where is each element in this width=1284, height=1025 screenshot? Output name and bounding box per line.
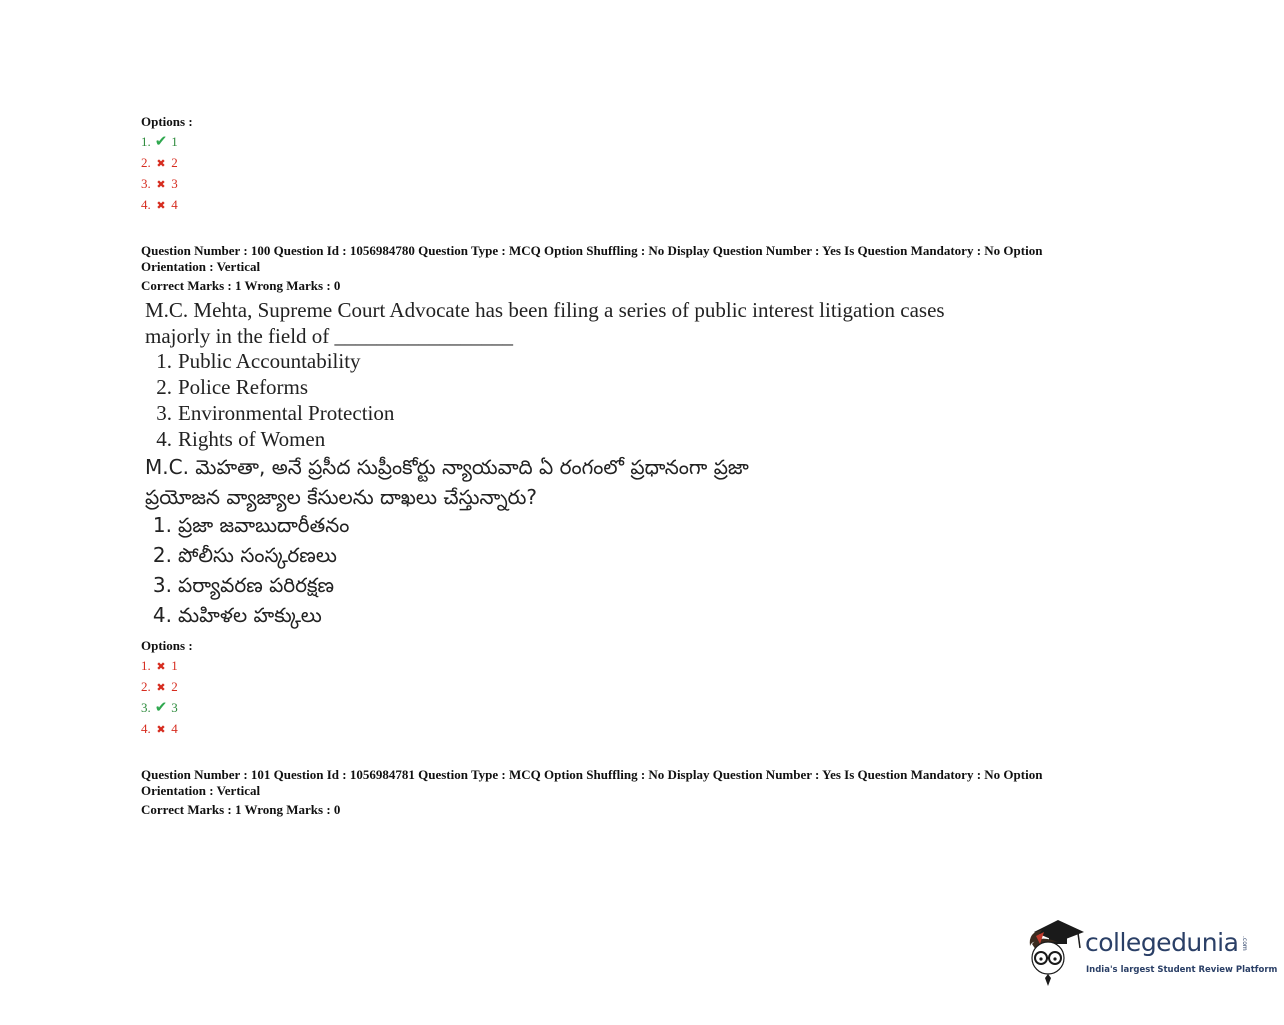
q100-telugu-line1: M.C. మెహతా, అనే ప్రసీద సుప్రీంకోర్టు న్యాయవాది ఏ రంగంలో ప్రధానంగా ప్రజా	[145, 455, 749, 479]
q100-options-heading: Options :	[141, 638, 193, 653]
option-item: 2. ✖ 2	[141, 155, 178, 170]
option-item: 1. ✖ 1	[141, 658, 178, 673]
telugu-choice: 3. పర్యావరణ పరిరక్షణ	[152, 573, 334, 597]
option-item: 1. ✔ 1	[141, 134, 178, 150]
q100-telugu-choices	[146, 510, 349, 630]
cross-icon: ✖	[156, 661, 166, 673]
english-choice: 4. Rights of Women	[156, 427, 326, 451]
q100-meta-line1: Question Number : 100 Question Id : 1056984780 Question Type : MCQ Option Shuffling : No Display Question Number : Yes Is Question Mandatory : No Option	[141, 243, 1043, 258]
english-choice: 1. Public Accountability	[156, 349, 361, 373]
collegedunia-logo	[1024, 918, 1278, 986]
q100-telugu-line2: ప్రయోజన వ్యాజ్యాల కేసులను దాఖలు చేస్తున్నారు?	[145, 485, 538, 509]
prev-options-heading: Options :	[141, 114, 193, 129]
check-icon: ✔	[154, 700, 168, 716]
english-choice: 3. Environmental Protection	[156, 401, 395, 425]
prev-options-list	[141, 134, 178, 218]
telugu-choice: 2. పోలీసు సంస్కరణలు	[152, 543, 337, 567]
option-item: 3. ✔ 3	[141, 700, 178, 716]
q101-meta-line2: Orientation : Vertical	[141, 783, 261, 798]
cross-icon: ✖	[156, 200, 166, 212]
option-item: 4. ✖ 4	[141, 721, 178, 736]
cross-icon: ✖	[156, 724, 166, 736]
q100-meta	[141, 243, 1141, 275]
q101-marks: Correct Marks : 1 Wrong Marks : 0	[141, 802, 341, 817]
option-item: 2. ✖ 2	[141, 679, 178, 694]
cross-icon: ✖	[156, 158, 166, 170]
telugu-choice: 1. ప్రజా జవాబుదారీతనం	[152, 513, 350, 537]
q101-meta-line1: Question Number : 101 Question Id : 1056984781 Question Type : MCQ Option Shuffling : No Display Question Number : Yes Is Question Mandatory : No Option	[141, 767, 1043, 782]
q100-english-choices	[146, 348, 394, 452]
q100-meta-line2: Orientation : Vertical	[141, 259, 261, 274]
q100-telugu-question	[145, 452, 749, 512]
q100-english-line2: majorly in the field of _________________	[145, 324, 514, 348]
telugu-choice: 4. మహిళల హక్కులు	[152, 603, 322, 627]
option-item: 4. ✖ 4	[141, 197, 178, 212]
brand-tagline: India's largest Student Review Platform	[1086, 965, 1278, 975]
cross-icon: ✖	[156, 179, 166, 191]
check-icon: ✔	[154, 134, 168, 150]
q100-marks: Correct Marks : 1 Wrong Marks : 0	[141, 278, 341, 293]
q100-english-line1: M.C. Mehta, Supreme Court Advocate has been filing a series of public interest litigation cases	[145, 298, 945, 322]
q100-english-question	[145, 297, 945, 349]
brand-name: collegedunia	[1085, 928, 1239, 957]
english-choice: 2. Police Reforms	[156, 375, 309, 399]
q101-meta	[141, 767, 1141, 799]
option-item: 3. ✖ 3	[141, 176, 178, 191]
mascot-icon	[1024, 918, 1086, 986]
brand-suffix: .com	[1241, 936, 1248, 951]
cross-icon: ✖	[156, 682, 166, 694]
q100-options-list	[141, 658, 178, 742]
